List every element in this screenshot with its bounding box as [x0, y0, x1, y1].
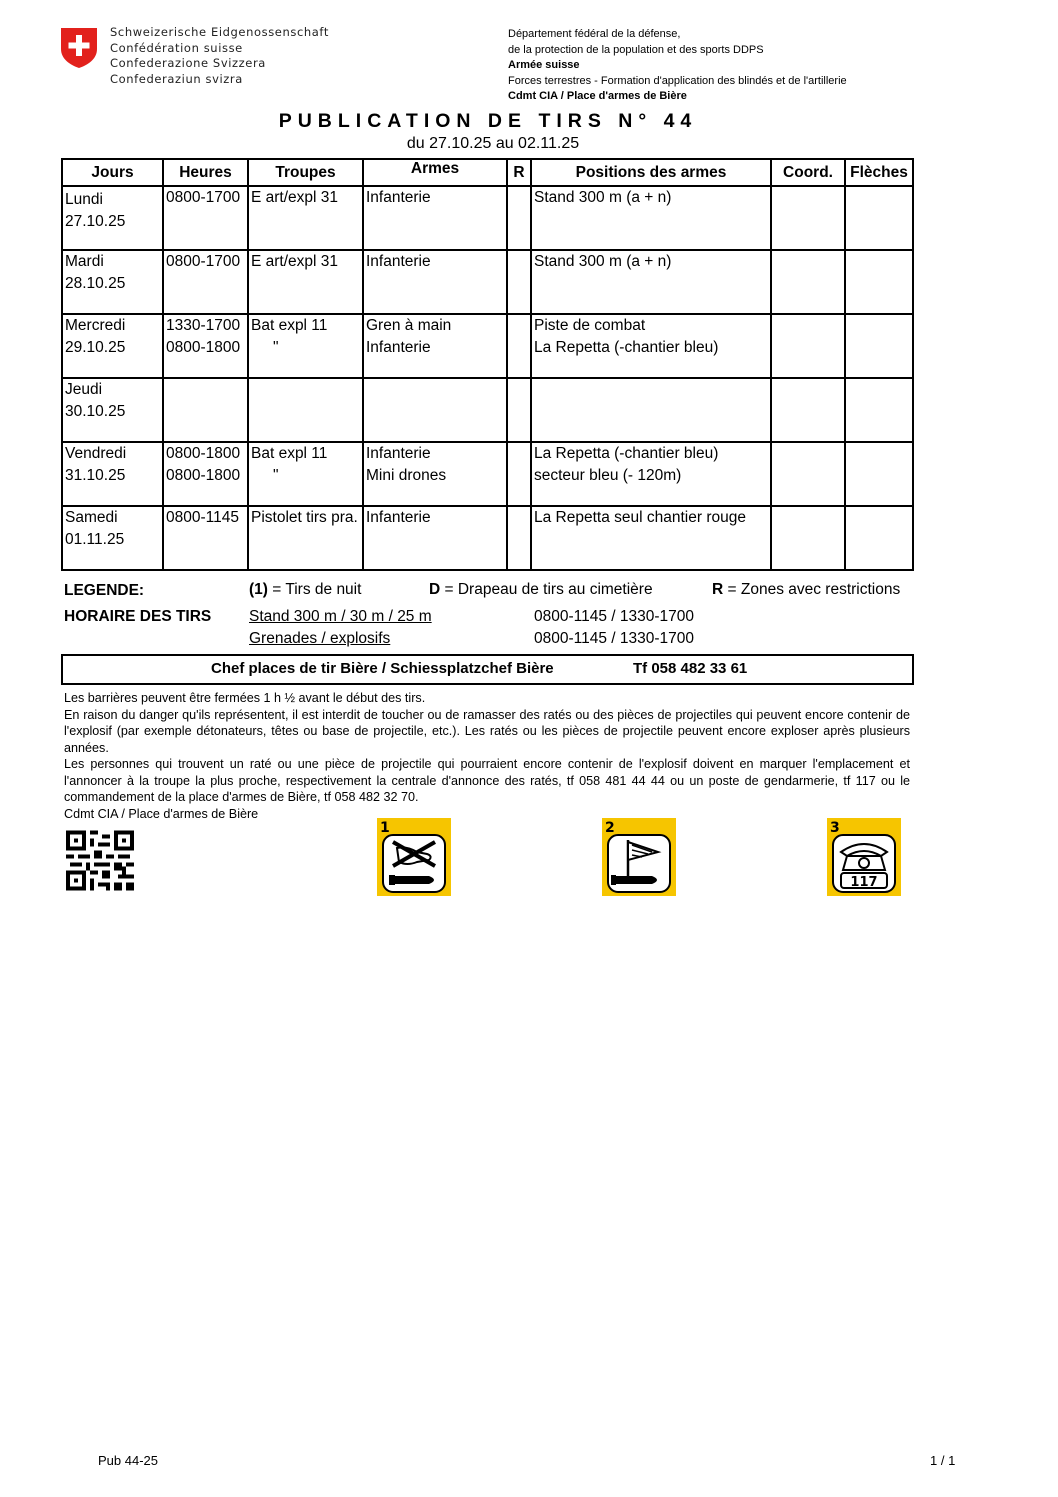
cell-armes: Infanterie	[363, 506, 507, 570]
cell-heures: 0800-1145	[163, 506, 248, 570]
horaire-place: Stand 300 m / 30 m / 25 m	[249, 608, 432, 625]
col-header-positions: Positions des armes	[531, 159, 771, 186]
svg-text:117: 117	[850, 875, 878, 890]
table-row	[62, 378, 913, 442]
pictogram-phone-117	[827, 818, 901, 896]
cell-heures: 0800-1700	[163, 250, 248, 314]
publication-reference: Pub 44-25	[98, 1453, 158, 1468]
cell-armes: Infanterie	[363, 250, 507, 314]
horaire-label: HORAIRE DES TIRS	[64, 608, 212, 625]
cell-r	[507, 442, 531, 506]
cell-heures	[163, 378, 248, 442]
range-chief-label: Chef places de tir Bière / Schiessplatzchef Bière	[211, 660, 554, 677]
cell-jour: Vendredi 31.10.25	[62, 442, 163, 506]
cell-armes: Infanterie Mini drones	[363, 442, 507, 506]
legend-label: LEGENDE:	[64, 582, 145, 599]
col-header-coord: Coord.	[771, 159, 845, 186]
table-header-row	[62, 159, 913, 186]
cell-heures: 0800-1700	[163, 186, 248, 250]
cell-fleches	[845, 378, 913, 442]
legend-flag: D = Drapeau de tirs au cimetière	[429, 581, 653, 598]
note-paragraph: Les personnes qui trouvent un raté ou une pièce de projectile qui pourraient encore contenir de l'explosif doivent en marquer l'emplacement et l'annoncer à la troupe la plus proche, respectivement la centrale d'annonce des ratés, tf 058 481 44 44 ou un poste de gendarmerie, tf 117 ou le commandement de la place d'armes de Bière, tf 058 482 32 70.	[64, 757, 910, 804]
cell-jour: Lundi 27.10.25	[62, 186, 163, 250]
note-paragraph: Cdmt CIA / Place d'armes de Bière	[64, 806, 259, 821]
table-row	[62, 314, 913, 378]
safety-notes	[64, 690, 910, 822]
range-chief-phone: Tf 058 482 33 61	[633, 660, 748, 677]
cell-jour: Jeudi 30.10.25	[62, 378, 163, 442]
cell-r	[507, 186, 531, 250]
page-number: 1 / 1	[930, 1453, 956, 1468]
cell-fleches	[845, 442, 913, 506]
col-header-troupes: Troupes	[248, 159, 363, 186]
pictogram-mark-location	[602, 818, 676, 896]
cell-r	[507, 378, 531, 442]
federal-wordmark: Schweizerische Eidgenossenschaft Confédération suisse Confederazione Svizzera Confederaziun svizra	[110, 25, 329, 86]
svg-text:1: 1	[380, 820, 390, 836]
swiss-coat-of-arms-logo	[60, 27, 98, 69]
cell-positions: Stand 300 m (a + n)	[531, 186, 771, 250]
cell-positions: La Repetta seul chantier rouge	[531, 506, 771, 570]
cell-coord	[771, 506, 845, 570]
legend-restrictions: R = Zones avec restrictions	[712, 581, 901, 598]
mark-location-icon	[602, 818, 676, 896]
range-chief-contact-box	[61, 654, 914, 685]
col-header-heures: Heures	[163, 159, 248, 186]
col-header-r: R	[507, 159, 531, 186]
note-paragraph: En raison du danger qu'ils représentent, il est interdit de toucher ou de ramasser des ratés ou des pièces de projectiles qui peuvent encore contenir de l'explosif (par exemple détonateurs, têtes ou base de projectile, etc.). Les ratés ou les pièces de projectile peuvent encore exploser après plusieurs années.	[64, 707, 910, 755]
cell-armes: Infanterie	[363, 186, 507, 250]
page-title: PUBLICATION DE TIRS N° 44	[278, 110, 698, 132]
department-address: Département fédéral de la défense, de la protection de la population et des sports DDPS Armée suisse Forces terrestres - Formation d'application des blindés et de l'artillerie Cdmt CIA / Place d'armes de Bière	[508, 28, 847, 102]
pictogram-do-not-touch	[377, 818, 451, 896]
cell-r	[507, 250, 531, 314]
qr-code[interactable]	[66, 830, 134, 891]
cell-coord	[771, 378, 845, 442]
cell-coord	[771, 314, 845, 378]
cell-fleches	[845, 186, 913, 250]
do-not-touch-icon	[377, 818, 451, 896]
cell-r	[507, 506, 531, 570]
horaire-place: Grenades / explosifs	[249, 630, 391, 647]
horaire-times: 0800-1145 / 1330-1700	[534, 630, 695, 647]
cell-positions: Stand 300 m (a + n)	[531, 250, 771, 314]
cell-armes	[363, 378, 507, 442]
firing-schedule-table	[61, 158, 914, 571]
cell-positions: La Repetta (-chantier bleu) secteur bleu (- 120m)	[531, 442, 771, 506]
cell-troupes: Bat expl 11 "	[248, 442, 363, 506]
table-row	[62, 506, 913, 570]
cell-jour: Mercredi 29.10.25	[62, 314, 163, 378]
cell-troupes	[248, 378, 363, 442]
col-header-armes: Armes	[363, 159, 507, 186]
cell-troupes: Bat expl 11 "	[248, 314, 363, 378]
cell-r	[507, 314, 531, 378]
cell-troupes: Pistolet tirs pra.	[248, 506, 363, 570]
cell-coord	[771, 250, 845, 314]
svg-text:3: 3	[830, 820, 840, 836]
cell-fleches	[845, 506, 913, 570]
col-header-fleches: Flèches	[845, 159, 913, 186]
cell-positions: Piste de combat La Repetta (-chantier bleu)	[531, 314, 771, 378]
cell-jour: Mardi 28.10.25	[62, 250, 163, 314]
svg-text:2: 2	[605, 820, 615, 836]
table-row	[62, 186, 913, 250]
cell-heures: 0800-1800 0800-1800	[163, 442, 248, 506]
cell-heures: 1330-1700 0800-1800	[163, 314, 248, 378]
cell-fleches	[845, 314, 913, 378]
legend-night: (1) = Tirs de nuit	[249, 581, 362, 598]
cell-positions	[531, 378, 771, 442]
cell-troupes: E art/expl 31	[248, 250, 363, 314]
phone-117-icon	[827, 818, 901, 896]
cell-troupes: E art/expl 31	[248, 186, 363, 250]
horaire-times: 0800-1145 / 1330-1700	[534, 608, 695, 625]
table-row	[62, 250, 913, 314]
cell-coord	[771, 186, 845, 250]
cell-armes: Gren à main Infanterie	[363, 314, 507, 378]
period-subtitle: du 27.10.25 au 02.11.25	[406, 135, 580, 152]
cell-coord	[771, 442, 845, 506]
cell-jour: Samedi 01.11.25	[62, 506, 163, 570]
table-row	[62, 442, 913, 506]
col-header-jours: Jours	[62, 159, 163, 186]
cell-fleches	[845, 250, 913, 314]
note-paragraph: Les barrières peuvent être fermées 1 h ½ avant le début des tirs.	[64, 691, 426, 705]
